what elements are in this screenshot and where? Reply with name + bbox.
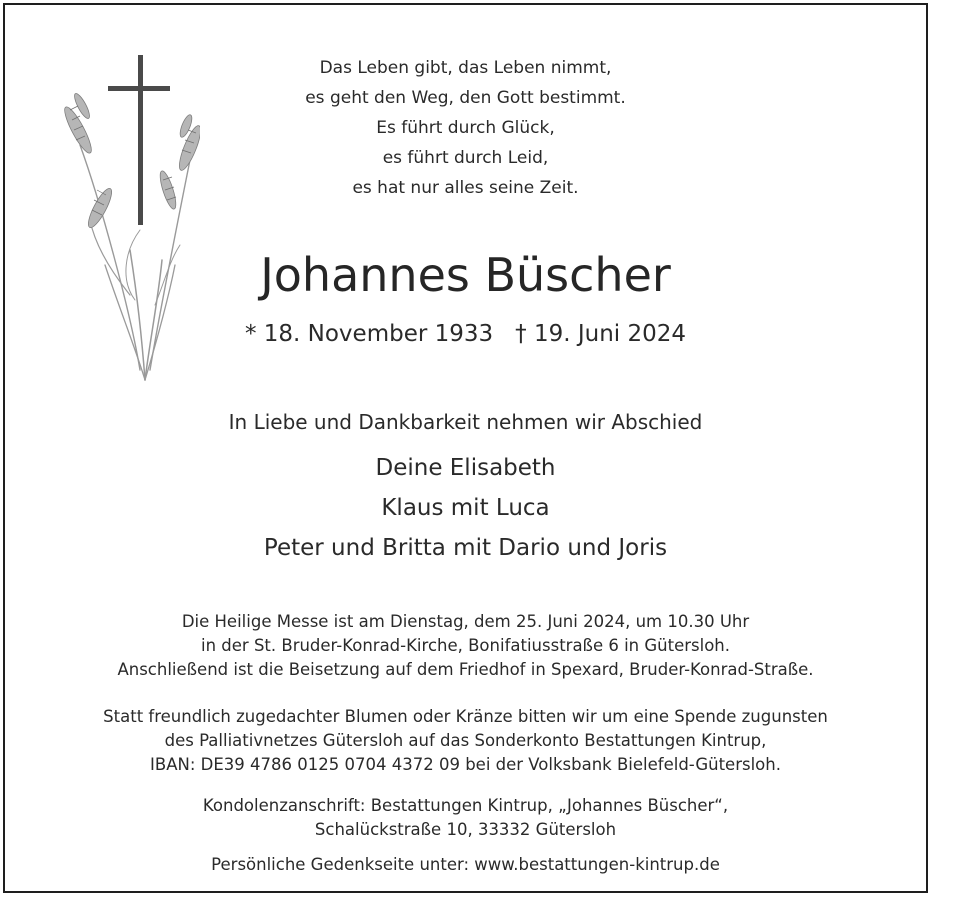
- poem-line: es hat nur alles seine Zeit.: [352, 178, 579, 198]
- poem: [5, 53, 926, 203]
- condolence-address: [5, 794, 926, 842]
- mass-line: Die Heilige Messe ist am Dienstag, dem 25. Juni 2024, um 10.30 Uhr: [181, 612, 750, 631]
- life-dates: [5, 317, 926, 351]
- family-member: Klaus mit Luca: [381, 495, 550, 521]
- address-line: Kondolenzanschrift: Bestattungen Kintrup, „Johannes Büscher“,: [202, 796, 729, 815]
- birth-date: * 18. November 1933: [244, 321, 494, 347]
- farewell-text: In Liebe und Dankbarkeit nehmen wir Abschied: [228, 410, 703, 434]
- poem-line: es führt durch Leid,: [382, 148, 549, 168]
- donation-info: [5, 705, 926, 777]
- poem-line: Das Leben gibt, das Leben nimmt,: [319, 58, 612, 78]
- donation-line: Statt freundlich zugedachter Blumen oder Kränze bitten wir um eine Spende zugunsten: [103, 707, 828, 726]
- mass-info: [5, 610, 926, 682]
- poem-line: es geht den Weg, den Gott bestimmt.: [305, 88, 626, 108]
- death-date: † 19. Juni 2024: [515, 321, 687, 347]
- mass-line: Anschließend ist die Beisetzung auf dem Friedhof in Spexard, Bruder-Konrad-Straße.: [117, 660, 814, 679]
- address-line: Schalückstraße 10, 33332 Gütersloh: [314, 820, 617, 839]
- family-list: [5, 448, 926, 568]
- family-member: Peter und Britta mit Dario und Joris: [263, 535, 668, 561]
- obituary-notice: [3, 3, 928, 893]
- deceased-name: Johannes Büscher: [260, 248, 671, 302]
- family-member: Deine Elisabeth: [375, 455, 556, 481]
- mass-line: in der St. Bruder-Konrad-Kirche, Bonifatiusstraße 6 in Gütersloh.: [201, 636, 730, 655]
- donation-line: IBAN: DE39 4786 0125 0704 4372 09 bei der Volksbank Bielefeld-Gütersloh.: [150, 755, 781, 774]
- poem-line: Es führt durch Glück,: [376, 118, 555, 138]
- memorial-page-link: Persönliche Gedenkseite unter: www.bestattungen-kintrup.de: [211, 855, 720, 874]
- donation-line: des Palliativnetzes Gütersloh auf das Sonderkonto Bestattungen Kintrup,: [164, 731, 767, 750]
